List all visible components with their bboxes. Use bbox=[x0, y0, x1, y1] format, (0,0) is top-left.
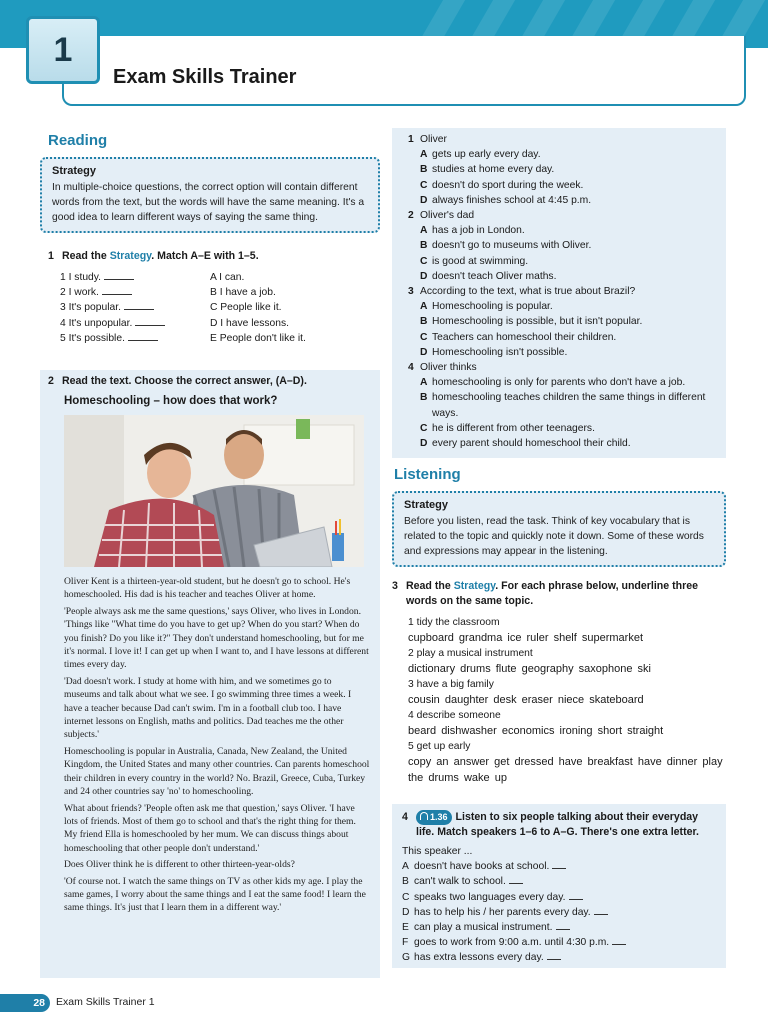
vocab-label: 4 describe someone bbox=[408, 710, 501, 721]
answer-option[interactable]: B homeschooling teaches children the same things in different ways. bbox=[420, 392, 706, 419]
task-1-matching bbox=[60, 270, 380, 346]
answer-option[interactable]: C doesn't do sport during the week. bbox=[420, 179, 584, 191]
task-4-options bbox=[402, 859, 718, 965]
page-title: Exam Skills Trainer bbox=[113, 66, 297, 88]
vocab-words[interactable]: copy an answer get dressed have breakfast have dinner play the drums wake up bbox=[408, 756, 723, 784]
strategy-text: Before you listen, read the task. Think of key vocabulary that is related to the topic and quickly note it down. Some of these words and expressions may appear in the listening. bbox=[404, 516, 704, 557]
task-4-instruction: 4 1.36 Listen to six people talking about their everyday life. Match speakers 1–6 to A–G. There's one extra letter. bbox=[402, 811, 699, 838]
article-paragraph: What about friends? 'People often ask me that question,' says Oliver. 'I have lots of friends. Most of them go to school and that's the right thing for them. My friend Ella is homeschooled by her mum. We can discuss things about homeschooling that other people don't understand.' bbox=[64, 802, 356, 854]
match-left-item: 1 I study. bbox=[60, 270, 210, 285]
task-2-instruction: 2 Read the text. Choose the correct answer, (A–D). bbox=[48, 375, 307, 387]
reading-heading: Reading bbox=[48, 132, 108, 149]
match-left-item: 5 It's possible. bbox=[60, 331, 210, 346]
article-title: Homeschooling – how does that work? bbox=[64, 395, 278, 407]
reading-section bbox=[40, 128, 380, 346]
strategy-text: In multiple-choice questions, the correct option will contain different words from the text, but the words will have the same meaning. It's a good idea to learn different ways of saying the same thing. bbox=[52, 182, 365, 223]
answer-option[interactable]: D doesn't teach Oliver maths. bbox=[420, 270, 557, 282]
task-4-intro: This speaker ... bbox=[402, 846, 473, 857]
match-left-item: 2 I work. bbox=[60, 285, 210, 300]
answer-blank[interactable] bbox=[128, 331, 158, 341]
vocab-words[interactable]: cupboard grandma ice ruler shelf supermarket bbox=[408, 632, 644, 644]
answer-blank[interactable] bbox=[124, 300, 154, 310]
vocab-words[interactable]: beard dishwasher economics ironing short straight bbox=[408, 725, 664, 737]
task-1-instruction: 1 Read the Strategy. Match A–E with 1–5. bbox=[48, 250, 259, 262]
match-right-item: A I can. bbox=[210, 272, 245, 283]
answer-blank[interactable] bbox=[102, 285, 132, 295]
speaker-option[interactable]: G has extra lessons every day. bbox=[402, 950, 718, 965]
match-left-item: 3 It's popular. bbox=[60, 300, 210, 315]
answer-option[interactable]: A Homeschooling is popular. bbox=[420, 301, 553, 313]
reading-strategy-box bbox=[40, 157, 380, 233]
speaker-option[interactable]: D has to help his / her parents every day. bbox=[402, 905, 718, 920]
question-4: 4 Oliver thinks A homeschooling is only for parents who don't have a job. B homeschooling teaches children the same things in different ways. C he is different from other teenagers. D every parent should homeschool their child. bbox=[408, 360, 718, 451]
listening-heading: Listening bbox=[394, 466, 461, 483]
reading-questions-panel bbox=[392, 128, 726, 458]
answer-option[interactable]: C is good at swimming. bbox=[420, 255, 529, 267]
page-number: 28 bbox=[0, 994, 50, 1012]
audio-track-button[interactable]: 1.36 bbox=[416, 810, 452, 825]
task-3-instruction: 3 Read the Strategy. For each phrase below, underline three words on the same topic. bbox=[392, 580, 699, 607]
answer-option[interactable]: B doesn't go to museums with Oliver. bbox=[420, 240, 592, 252]
match-right-item: B I have a job. bbox=[210, 287, 276, 299]
strategy-heading: Strategy bbox=[404, 499, 449, 511]
match-left-item: 4 It's unpopular. bbox=[60, 316, 210, 331]
task-3-vocabulary bbox=[408, 615, 732, 786]
answer-option[interactable]: D Homeschooling isn't possible. bbox=[420, 346, 568, 358]
match-right-item: E People don't like it. bbox=[210, 332, 306, 344]
question-1: 1 Oliver A gets up early every day. B studies at home every day. C doesn't do sport during the week. D always finishes school at 4:45 p.m. bbox=[408, 132, 718, 208]
answer-option[interactable]: B Homeschooling is possible, but it isn't popular. bbox=[420, 316, 643, 328]
article-paragraph: 'Of course not. I watch the same things on TV as other kids my age. I play the same games, I worry about the same things and I eat the same food! I learn the same things. It's just that I learn them in a different way.' bbox=[64, 875, 366, 914]
speaker-option[interactable]: B can't walk to school. bbox=[402, 874, 718, 889]
answer-option[interactable]: D always finishes school at 4:45 p.m. bbox=[420, 194, 592, 206]
vocab-label: 5 get up early bbox=[408, 741, 471, 752]
article-paragraph: Homeschooling is popular in Australia, Canada, New Zealand, the United Kingdom, the United States and many other countries. Can parents homeschool their children in every country in the world? No. Brazil, Greece, Cuba, Turkey and 24 other countries say 'no' to homeschooling. bbox=[64, 745, 370, 798]
answer-option[interactable]: C Teachers can homeschool their children. bbox=[420, 331, 617, 343]
answer-option[interactable]: D every parent should homeschool their child. bbox=[420, 438, 631, 450]
speaker-option[interactable]: E can play a musical instrument. bbox=[402, 920, 718, 935]
listening-task-4-panel bbox=[392, 804, 726, 968]
listening-strategy-box bbox=[392, 491, 726, 567]
article-paragraph: 'Dad doesn't work. I study at home with him, and we sometimes go to museums and talk about what we see. I go swimming three times a week. I have a teacher because Dad can't swim. I'm in a football club too. I have internet lessons on English, maths and politics. Dad teaches me the other subjects.' bbox=[64, 675, 352, 741]
listening-section bbox=[392, 466, 732, 786]
page-footer bbox=[0, 994, 200, 1012]
speaker-option[interactable]: C speaks two languages every day. bbox=[402, 890, 718, 905]
vocab-label: 3 have a big family bbox=[408, 679, 494, 690]
answer-option[interactable]: C he is different from other teenagers. bbox=[420, 422, 595, 434]
strategy-heading: Strategy bbox=[52, 165, 97, 177]
answer-option[interactable]: B studies at home every day. bbox=[420, 164, 555, 176]
speaker-option[interactable]: F goes to work from 9:00 a.m. until 4:30 p.m. bbox=[402, 935, 718, 950]
answer-blank[interactable] bbox=[135, 316, 165, 326]
answer-blank[interactable] bbox=[104, 270, 134, 280]
footer-label: Exam Skills Trainer 1 bbox=[56, 996, 155, 1008]
article-paragraph: Does Oliver think he is different to other thirteen-year-olds? bbox=[64, 859, 295, 871]
question-3: 3 According to the text, what is true about Brazil? A Homeschooling is popular. B Homeschooling is possible, but it isn't popular. C Teachers can homeschool their children. D Homeschooling isn't possible. bbox=[408, 284, 718, 360]
reading-text-panel bbox=[40, 370, 380, 978]
headphones-icon bbox=[420, 812, 428, 820]
question-2: 2 Oliver's dad A has a job in London. B doesn't go to museums with Oliver. C is good at swimming. D doesn't teach Oliver maths. bbox=[408, 208, 718, 284]
vocab-words[interactable]: dictionary drums flute geography saxophone ski bbox=[408, 663, 651, 675]
article-paragraph: Oliver Kent is a thirteen-year-old student, but he doesn't go to school. He's homeschooled. His dad is his teacher and teaches Oliver at home. bbox=[64, 576, 351, 601]
match-right-item: D I have lessons. bbox=[210, 317, 289, 329]
answer-option[interactable]: A gets up early every day. bbox=[420, 149, 541, 161]
photo-illustration bbox=[64, 415, 364, 567]
article-paragraph: 'People always ask me the same questions,' says Oliver, who lives in London. 'Things like "What time do you have to get up? When do you start? When do you finish? Do you like it?" They don't understand homeschooling, but for me it's normal. I love it! I can get up when I want to, and I have lessons at different times every day. bbox=[64, 605, 369, 671]
unit-badge: 1 bbox=[26, 16, 100, 84]
match-right-item: C People like it. bbox=[210, 302, 282, 314]
homeschool-photo bbox=[64, 415, 364, 567]
vocab-label: 1 tidy the classroom bbox=[408, 617, 500, 628]
article-body bbox=[64, 575, 370, 915]
vocab-words[interactable]: cousin daughter desk eraser niece skateboard bbox=[408, 694, 644, 706]
answer-option[interactable]: A homeschooling is only for parents who don't have a job. bbox=[420, 377, 686, 389]
speaker-option[interactable]: A doesn't have books at school. bbox=[402, 859, 718, 874]
vocab-label: 2 play a musical instrument bbox=[408, 648, 533, 659]
answer-option[interactable]: A has a job in London. bbox=[420, 225, 525, 237]
